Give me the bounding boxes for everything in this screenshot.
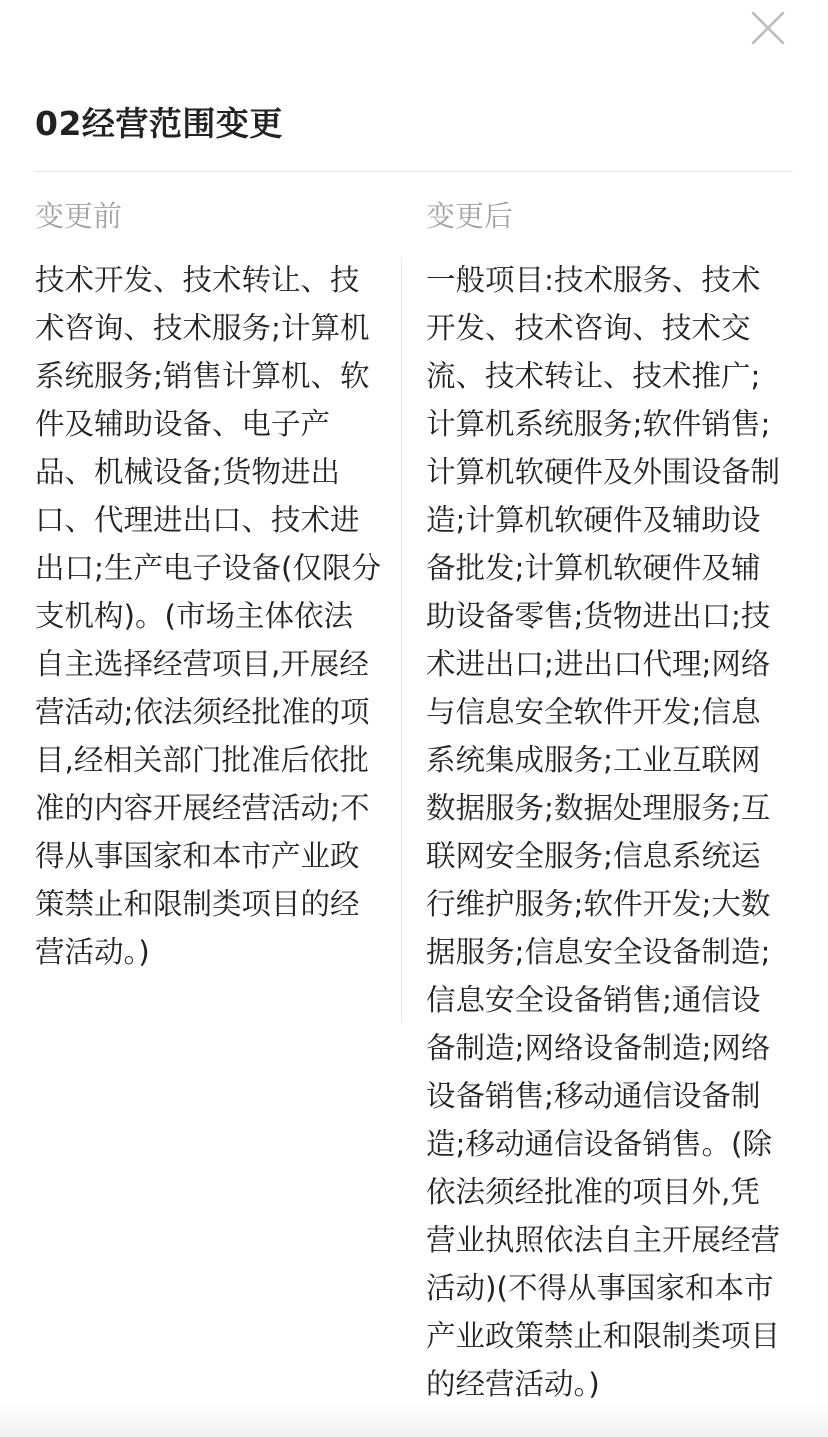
bottom-shadow — [0, 1403, 828, 1437]
title-divider — [35, 171, 793, 172]
column-divider — [401, 258, 402, 1023]
after-content: 一般项目:技术服务、技术开发、技术咨询、技术交流、技术转让、技术推广;计算机系统服务;软件销售;计算机软硬件及外围设备制造;计算机软硬件及辅助设备批发;计算机软硬件及辅助设备零售;货物进出口;技术进出口;进出口代理;网络与信息安全软件开发;信息系统集成服务;工业互联网数据服务;数据处理服务;互联网安全服务;信息系统运行维护服务;软件开发;大数据服务;信息安全设备制造;信息安全设备销售;通信设备制造;网络设备制造;网络设备销售;移动通信设备制造;移动通信设备销售。(除依法须经批准的项目外,凭营业执照依法自主开展经营活动)(不得从事国家和本市产业政策禁止和限制类项目的经营活动。) — [426, 263, 781, 1401]
close-button[interactable] — [744, 4, 792, 52]
after-label: 变更后 — [426, 199, 514, 233]
page-title: 02经营范围变更 — [35, 104, 283, 143]
close-icon — [744, 4, 792, 52]
before-content: 技术开发、技术转让、技术咨询、技术服务;计算机系统服务;销售计算机、软件及辅助设备、电子产品、机械设备;货物进出口、代理进出口、技术进出口;生产电子设备(仅限分支机构)。(市场主体依法自主选择经营项目,开展经营活动;依法须经批准的项目,经相关部门批准后依批准的内容开展经营活动;不得从事国家和本市产业政策禁止和限制类项目的经营活动。) — [35, 263, 381, 969]
before-label: 变更前 — [35, 199, 123, 233]
